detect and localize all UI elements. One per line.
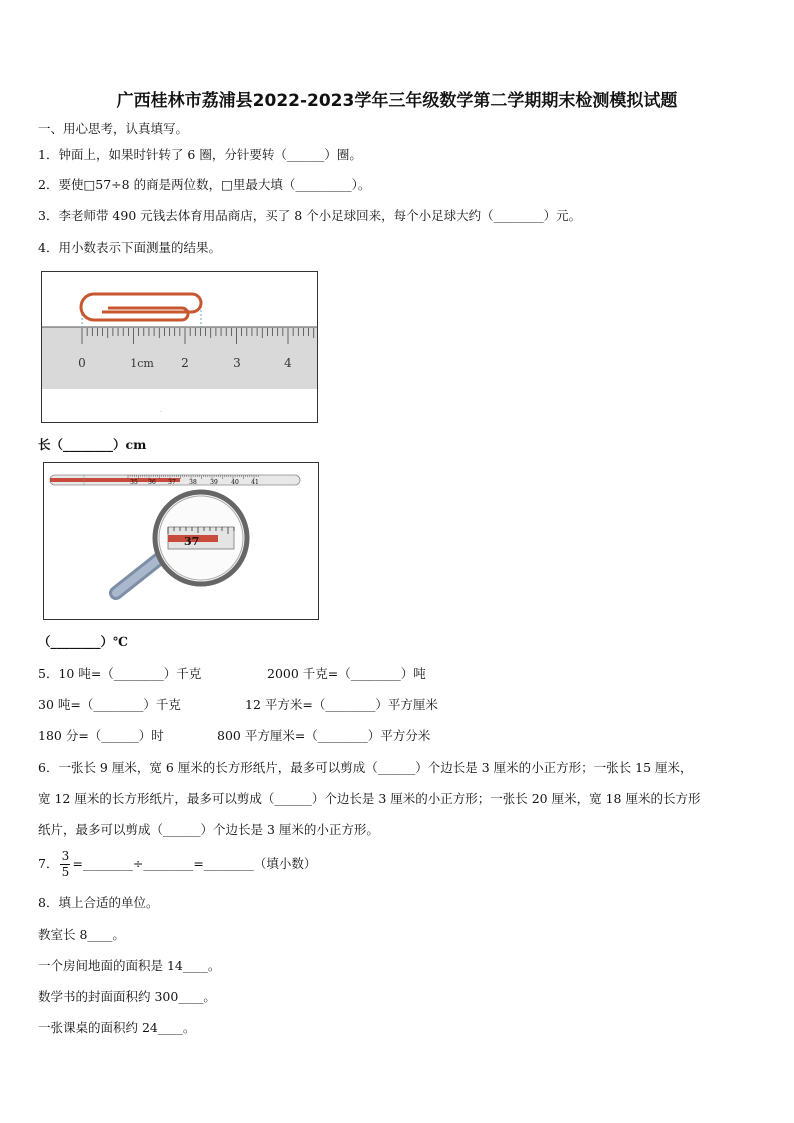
fraction-numerator: 3 — [61, 849, 70, 863]
question-5-item: 2000 千克=（________）吨 — [267, 666, 426, 681]
thermo-tick-label: 38 — [189, 479, 197, 486]
thermometer-figure — [43, 462, 319, 620]
paperclip-icon — [81, 294, 201, 320]
question-8-item: 一个房间地面的面积是 14____。 — [38, 958, 221, 973]
ruler-tick-label: 1cm — [130, 357, 154, 370]
question-5-item: 800 平方厘米=（________）平方分米 — [217, 728, 431, 743]
thermo-tick-label: 40 — [231, 479, 239, 486]
question-7-number: 7． — [38, 856, 59, 871]
question-6-line: 纸片，最多可以剪成（______）个边长是 3 厘米的小正方形。 — [38, 822, 379, 837]
question-2: 2．要使□57÷8 的商是两位数，□里最大填（_________）。 — [38, 177, 371, 192]
ruler-illustration — [42, 272, 317, 422]
ruler-tick-label: 3 — [233, 356, 241, 370]
section-heading: 一、用心思考，认真填写。 — [38, 121, 189, 136]
ruler-tick-label: 2 — [181, 356, 189, 370]
thermo-tick-label: 39 — [210, 479, 218, 486]
fraction-denominator: 5 — [61, 865, 70, 879]
magnifier-icon — [116, 492, 247, 593]
question-3: 3．李老师带 490 元钱去体育用品商店，买了 8 个小足球回来，每个小足球大约（________）元。 — [38, 208, 582, 223]
magnified-reading: 37 — [184, 535, 200, 548]
thermo-tick-label: 41 — [251, 479, 259, 486]
question-1: 1．钟面上，如果时针转了 6 圈，分针要转（______）圈。 — [38, 147, 362, 162]
question-8-item: 教室长 8____。 — [38, 927, 125, 942]
question-4b: （________）℃ — [38, 634, 128, 649]
question-8-heading: 8．填上合适的单位。 — [38, 895, 159, 910]
question-5-item: 30 吨=（________）千克 — [38, 697, 181, 712]
question-6-line: 6．一张长 9 厘米，宽 6 厘米的长方形纸片，最多可以剪成（______）个边长是 3 厘米的小正方形；一张长 15 厘米， — [38, 760, 693, 775]
fraction — [60, 850, 70, 879]
question-6-line: 宽 12 厘米的长方形纸片，最多可以剪成（______）个边长是 3 厘米的小正方形；一张长 20 厘米，宽 18 厘米的长方形 — [38, 791, 701, 806]
question-8-item: 数学书的封面面积约 300____。 — [38, 989, 216, 1004]
ruler-tick-label: 4 — [284, 356, 292, 370]
question-7-rest: =________÷________=________（填小数） — [72, 856, 317, 871]
question-8-item: 一张课桌的面积约 24____。 — [38, 1020, 196, 1035]
thermometer-illustration — [44, 463, 318, 619]
question-5-item: 5．10 吨=（________）千克 — [38, 666, 202, 681]
question-5-item: 180 分=（______）时 — [38, 728, 164, 743]
svg-text:·: · — [160, 409, 162, 416]
ruler-tick-label: 0 — [78, 356, 86, 370]
question-4a: 长（________）cm — [38, 437, 147, 452]
thermo-tick-label: 37 — [168, 479, 176, 486]
thermo-tick-label: 35 — [130, 479, 138, 486]
question-4: 4．用小数表示下面测量的结果。 — [38, 240, 221, 255]
page-title: 广西桂林市荔浦县2022-2023学年三年级数学第二学期期末检测模拟试题 — [116, 91, 678, 111]
ruler-figure — [41, 271, 318, 423]
question-5-item: 12 平方米=（________）平方厘米 — [245, 697, 438, 712]
thermo-tick-label: 36 — [148, 479, 156, 486]
question-7 — [38, 850, 316, 879]
